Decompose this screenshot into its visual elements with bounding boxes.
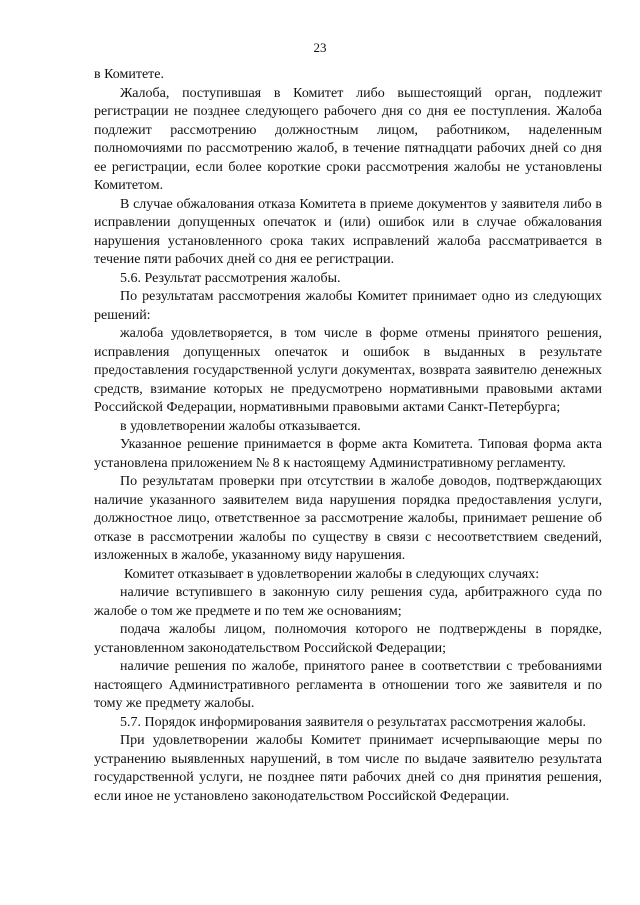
- paragraph-decision-options: По результатам рассмотрения жалобы Комитет принимает одно из следующих решений:: [94, 289, 602, 323]
- list-item-previous-decision: наличие решения по жалобе, принятого ранее в соответствии с требованиями настоящего Административного регламента в отношении того же заявителя и по тому же предмету жалобы.: [94, 659, 602, 711]
- list-item-complaint-satisfied: жалоба удовлетворяется, в том числе в форме отмены принятого решения, исправления допущенных опечаток и ошибок в выданных в результате предоставления государственной услуги документах, возврата заявителю денежных средств, взимание которых не предусмотрено нормативными правовыми актами Российской Федерации, нормативными правовыми актами Санкт-Петербурга;: [94, 326, 602, 415]
- paragraph-complaint-intro: в Комитете.: [94, 67, 164, 82]
- list-item-court-decision: наличие вступившего в законную силу решения суда, арбитражного суда по жалобе о том же предмете и по тем же основаниям;: [94, 585, 602, 619]
- list-item-complaint-refused: в удовлетворении жалобы отказывается.: [120, 418, 361, 434]
- paragraph-complaint-registration: Жалоба, поступившая в Комитет либо вышестоящий орган, подлежит регистрации не позднее следующего рабочего дня со дня ее поступления. Жалоба подлежит рассмотрению должностным лицом, работником, наделенным полномочиями по рассмотрению жалоб, в течение пятнадцати рабочих дней со дня ее регистрации, если более короткие сроки рассмотрения жалобы не установлены Комитетом.: [94, 85, 602, 193]
- paragraph-refusal-no-grounds: По результатам проверки при отсутствии в жалобе доводов, подтверждающих наличие указанного заявителем вида нарушения порядка предоставления услуги, должностное лицо, ответственное за рассмотрение жалобы, принимает решение об отказе в рассмотрении жалобы по существу в связи с несоответствием сведений, изложенных в жалобе, указанному виду нарушения.: [94, 474, 602, 563]
- paragraph-decision-form: Указанное решение принимается в форме акта Комитета. Типовая форма акта установлена приложением № 8 к настоящему Административному регламенту.: [94, 437, 602, 471]
- page-number: 23: [313, 40, 327, 55]
- section-heading-5-7: 5.7. Порядок информирования заявителя о результатах рассмотрения жалобы.: [120, 714, 587, 730]
- section-heading-5-6: 5.6. Результат рассмотрения жалобы.: [120, 270, 341, 286]
- paragraph-appeal-of-refusal: В случае обжалования отказа Комитета в приеме документов у заявителя либо в исправлении допущенных опечаток и (или) ошибок или в случае обжалования нарушения установленного срока таких исправлений жалоба рассматривается в течение пяти рабочих дней со дня ее регистрации.: [94, 196, 602, 267]
- paragraph-remedy-measures: При удовлетворении жалобы Комитет принимает исчерпывающие меры по устранению выявленных нарушений, в том числе по выдаче заявителю результата государственной услуги, не позднее пяти рабочих дней со дня принятия решения, если иное не установлено законодательством Российской Федерации.: [94, 733, 602, 804]
- document-body: [94, 66, 602, 806]
- paragraph-refusal-cases: Комитет отказывает в удовлетворении жалобы в следующих случаях:: [124, 566, 540, 582]
- list-item-unconfirmed-authority: подача жалобы лицом, полномочия которого не подтверждены в порядке, установленном законодательством Российской Федерации;: [94, 622, 602, 656]
